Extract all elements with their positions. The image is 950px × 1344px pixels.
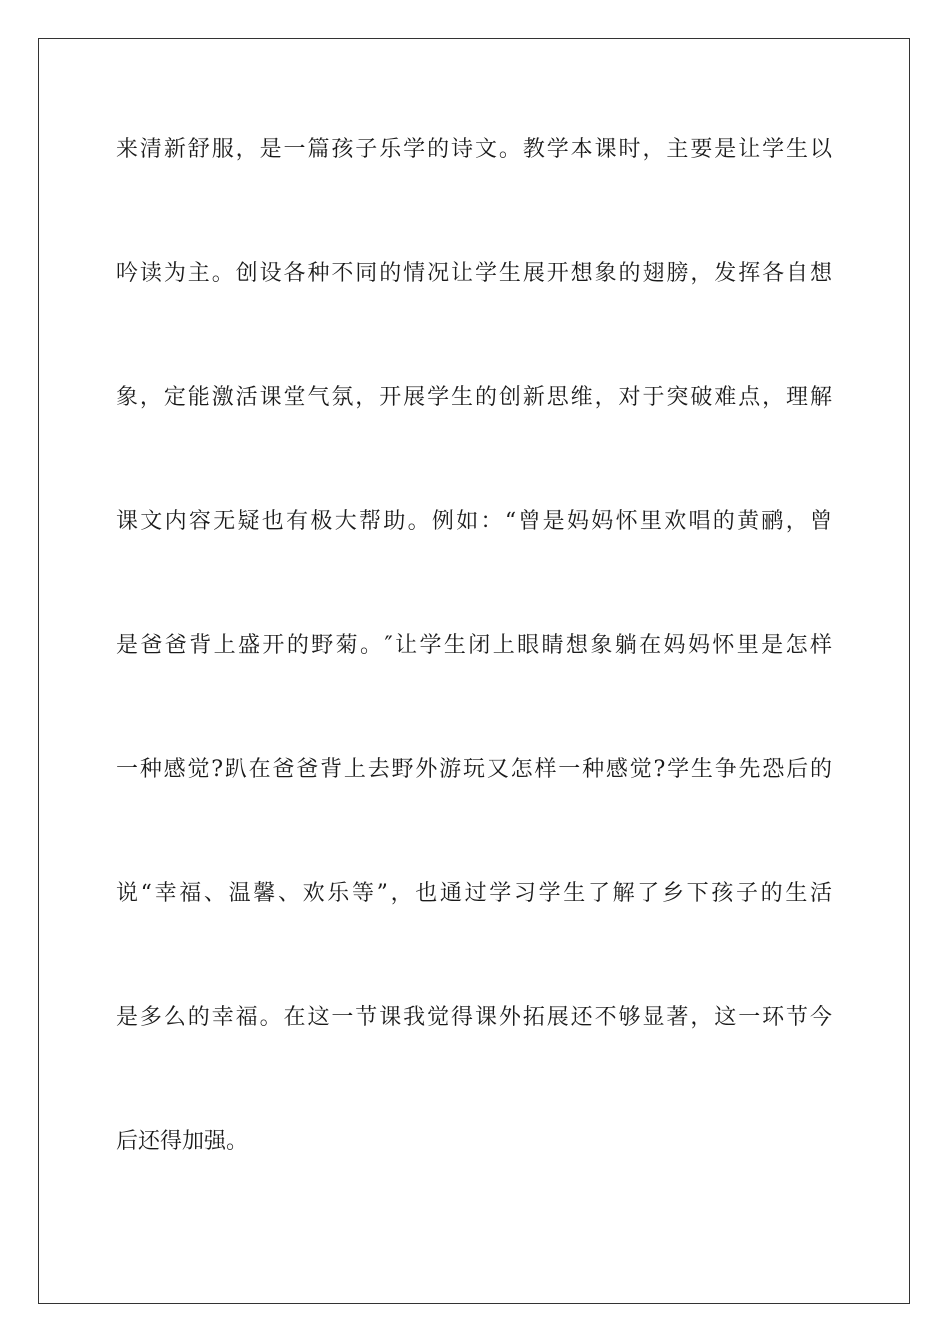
text-line: 课文内容无疑也有极大帮助。例如：“曾是妈妈怀里欢唱的黄鹂，曾 <box>116 509 832 534</box>
document-body <box>116 128 832 1244</box>
text-line: 象，定能激活课堂气氛，开展学生的创新思维，对于突破难点，理解 <box>116 385 832 410</box>
text-line: 后还得加强。 <box>116 1129 249 1154</box>
text-line: 是多么的幸福。在这一节课我觉得课外拓展还不够显著，这一环节今 <box>116 1005 832 1030</box>
text-line: 来清新舒服，是一篇孩子乐学的诗文。教学本课时，主要是让学生以 <box>116 137 832 162</box>
text-line: 一种感觉?趴在爸爸背上去野外游玩又怎样一种感觉?学生争先恐后的 <box>116 757 832 782</box>
text-line: 说“幸福、温馨、欢乐等”，也通过学习学生了解了乡下孩子的生活 <box>116 881 832 906</box>
text-line: 吟读为主。创设各种不同的情况让学生展开想象的翅膀，发挥各自想 <box>116 261 832 286</box>
text-line: 是爸爸背上盛开的野菊。″让学生闭上眼睛想象躺在妈妈怀里是怎样 <box>116 633 832 658</box>
